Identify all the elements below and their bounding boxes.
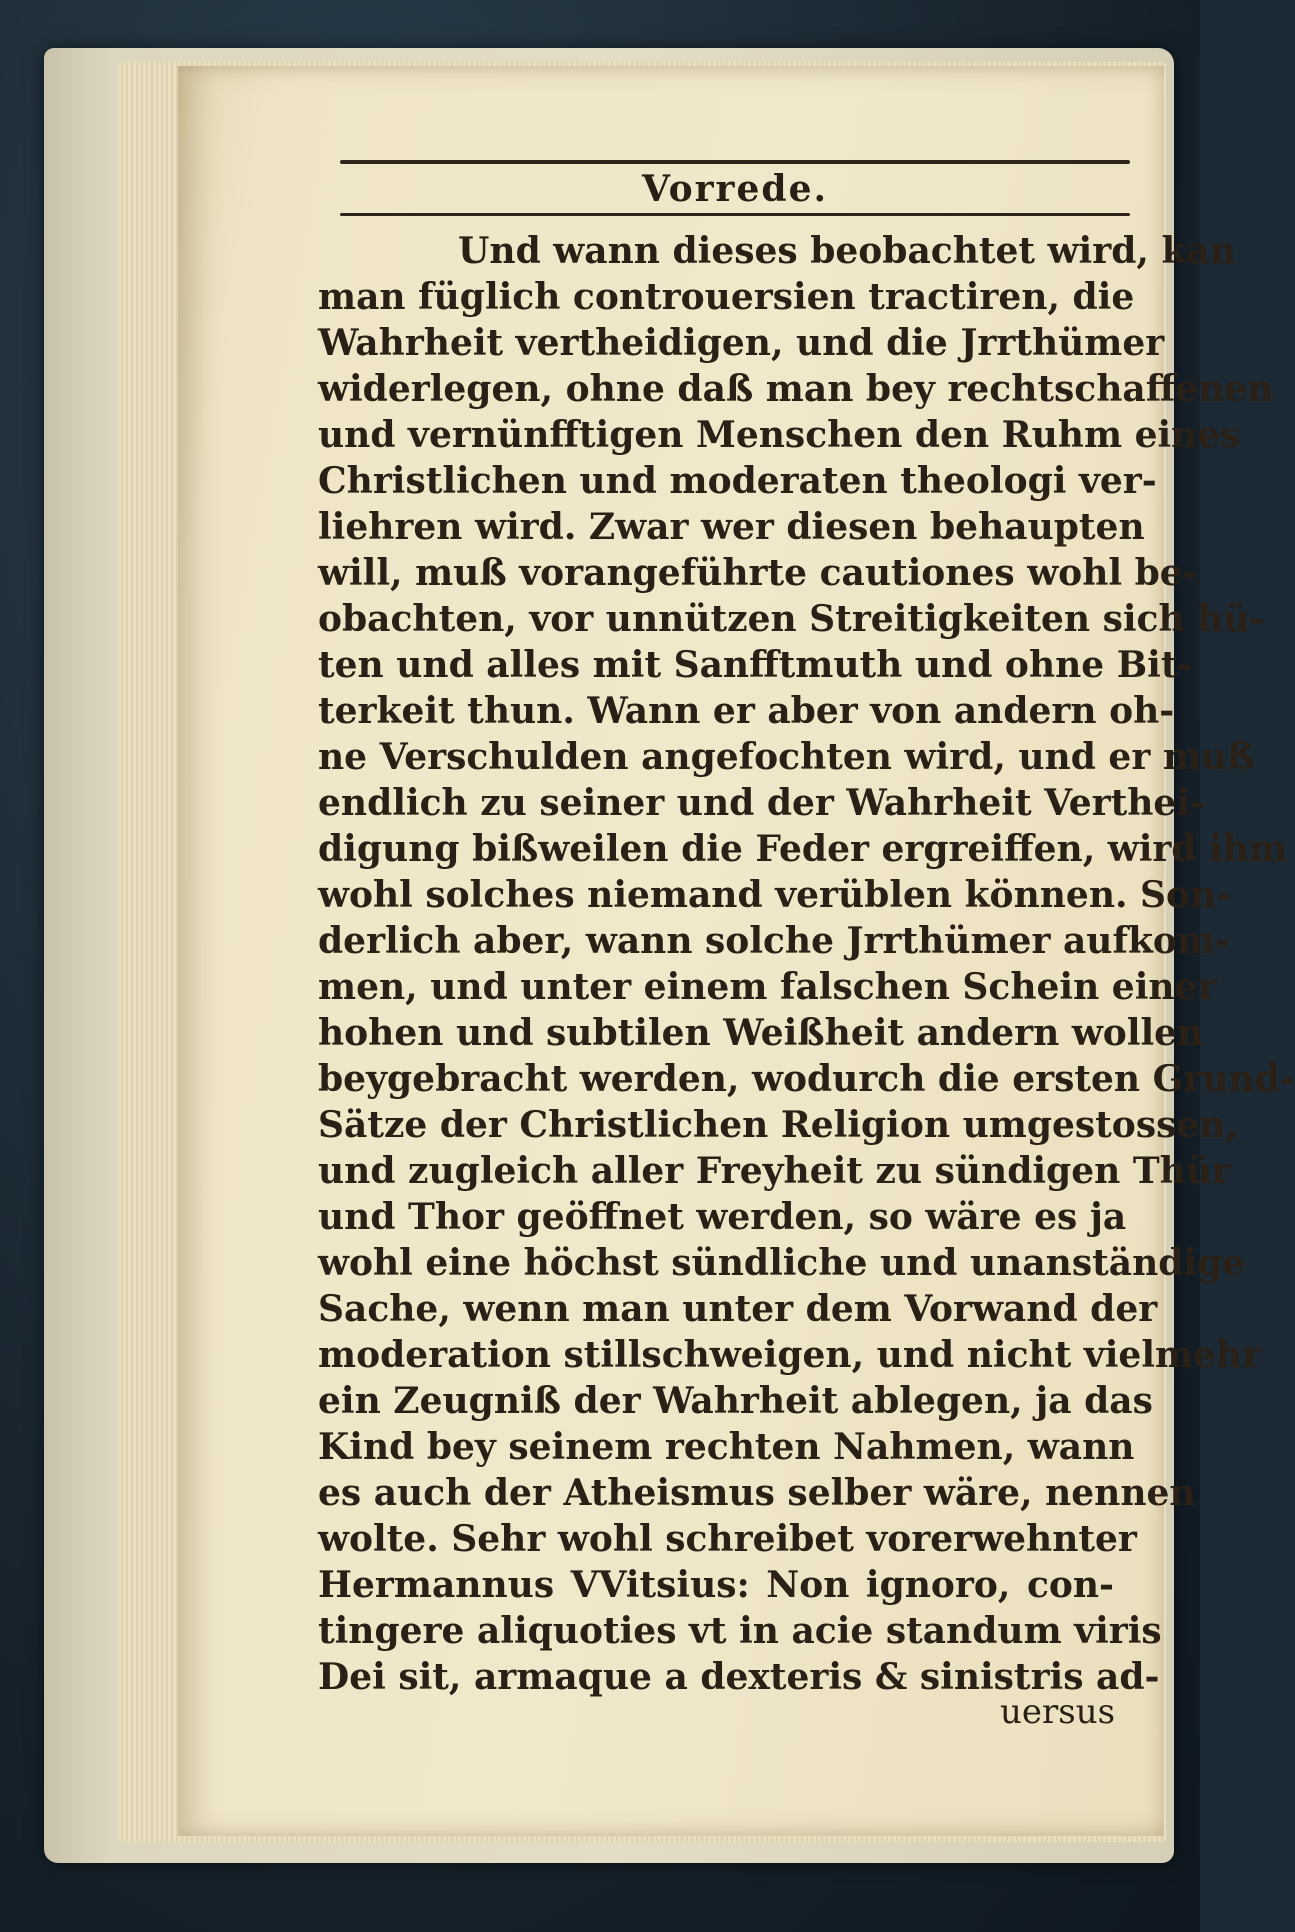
text-line: widerlegen, ohne daß man bey rechtschaffenen: [318, 368, 1274, 410]
text-line: men, und unter einem falschen Schein einer: [318, 966, 1217, 1008]
body-text: [318, 228, 1295, 1700]
text-line: wolte. Sehr wohl schreibet vorerwehnter: [318, 1518, 1137, 1560]
text-line: Und wann dieses beobachtet wird, kan: [458, 230, 1236, 272]
text-line: digung bißweilen die Feder ergreiffen, wird ihm: [318, 828, 1288, 870]
text-line: liehren wird. Zwar wer diesen behaupten: [318, 506, 1145, 548]
text-line: Sache, wenn man unter dem Vorwand der: [318, 1288, 1158, 1330]
text-line: Hermannus VVitsius: Non ignoro, con-: [318, 1564, 1114, 1606]
text-line: Kind bey seinem rechten Nahmen, wann: [318, 1426, 1135, 1468]
text-line: ten und alles mit Sanfftmuth und ohne Bit-: [318, 644, 1193, 686]
text-line: beygebracht werden, wodurch die ersten Grund-: [318, 1058, 1295, 1100]
header-rule-top: [340, 160, 1130, 164]
text-line: wohl solches niemand verüblen können. Son-: [318, 874, 1232, 916]
text-line: Dei sit, armaque a dexteris & sinistris ad-: [318, 1656, 1160, 1698]
text-line: man füglich controuersien tractiren, die: [318, 276, 1135, 318]
text-line: derlich aber, wann solche Jrrthümer aufkom-: [318, 920, 1230, 962]
text-line: tingere aliquoties vt in acie standum viris: [318, 1610, 1162, 1652]
text-line: moderation stillschweigen, und nicht vielmehr: [318, 1334, 1262, 1376]
text-line: Christlichen und moderaten theologi ver-: [318, 460, 1157, 502]
text-line: und zugleich aller Freyheit zu sündigen Thür: [318, 1150, 1231, 1192]
text-line: es auch der Atheismus selber wäre, nennen: [318, 1472, 1196, 1514]
text-line: wohl eine höchst sündliche und unanständige: [318, 1242, 1246, 1284]
text-line: terkeit thun. Wann er aber von andern oh-: [318, 690, 1175, 732]
text-line: Sätze der Christlichen Religion umgestossen,: [318, 1104, 1238, 1146]
text-line: obachten, vor unnützen Streitigkeiten sich hü-: [318, 598, 1265, 640]
header-rule-bottom: [340, 213, 1130, 216]
text-line: und vernünfftigen Menschen den Ruhm eines: [318, 414, 1241, 456]
text-line: Wahrheit vertheidigen, und die Jrrthümer: [318, 322, 1165, 364]
catchword: uersus: [1000, 1692, 1116, 1732]
text-line: und Thor geöffnet werden, so wäre es ja: [318, 1196, 1127, 1238]
text-line: endlich zu seiner und der Wahrheit Verthei-: [318, 782, 1205, 824]
text-line: ne Verschulden angefochten wird, und er muß: [318, 736, 1255, 778]
text-line: hohen und subtilen Weißheit andern wollen: [318, 1012, 1204, 1054]
text-line: ein Zeugniß der Wahrheit ablegen, ja das: [318, 1380, 1153, 1422]
page-header: Vorrede.: [641, 168, 829, 210]
text-line: will, muß vorangeführte cautiones wohl be-: [318, 552, 1198, 594]
